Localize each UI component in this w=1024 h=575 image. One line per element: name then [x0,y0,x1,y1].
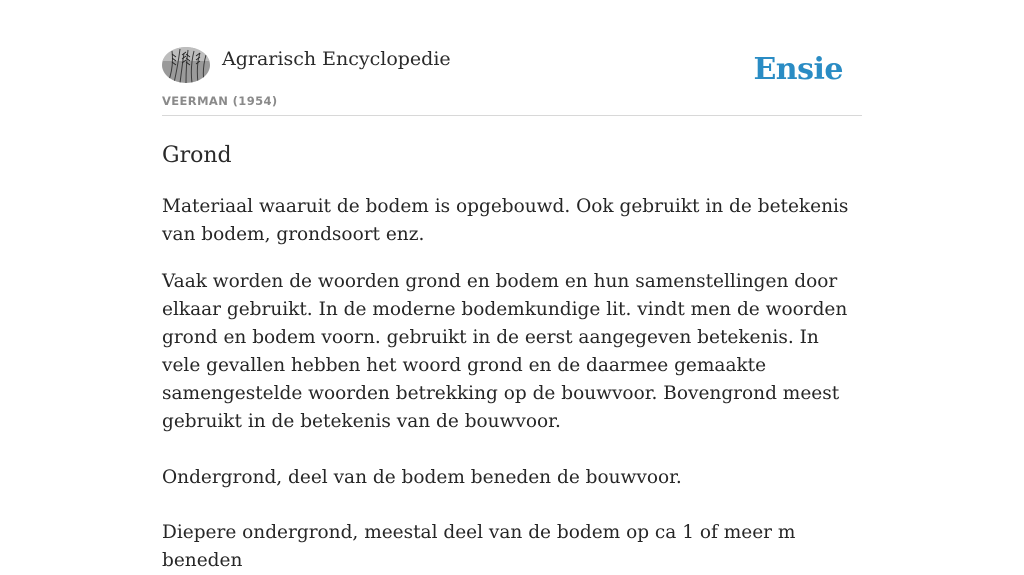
article-paragraph: Ondergrond, deel van de bodem beneden de bouwvoor. [162,467,682,488]
wheat-engraving-icon [162,47,210,83]
source-header [162,47,862,116]
article-paragraph: Vaak worden de woorden grond en bodem en hun samenstellingen door elkaar gebruikt. In de moderne bodemkundige lit. vindt men de woorden grond en bodem voorn. gebruikt in de eerst aangegeven betekenis. In vele gevallen hebben het woord grond en de daarmee gemaakte samengestelde woorden betrekking op de bouwvoor. Bovengrond meest gebruikt in de betekenis van de bouwvoor. [162,271,848,432]
source-meta: VEERMAN (1954) [162,94,278,108]
brand-logo[interactable]: Ensie [753,52,843,87]
page [162,0,862,575]
article-paragraph: Materiaal waaruit de bodem is opgebouwd. Ook gebruikt in de betekenis van bodem, grondsoort enz. [162,196,849,245]
article-paragraph: Diepere ondergrond, meestal deel van de bodem op ca 1 of meer m beneden [162,522,796,571]
source-title[interactable]: Agrarisch Encyclopedie [222,48,451,70]
article-title: Grond [162,143,232,168]
